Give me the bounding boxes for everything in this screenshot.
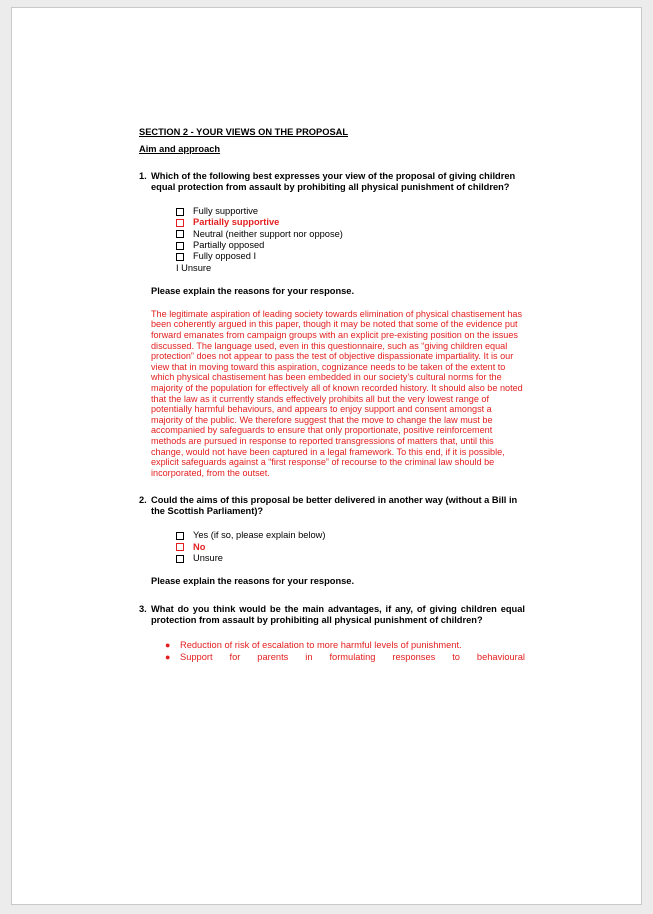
question-text: Which of the following best expresses your view of the proposal of giving children equal protection from assault by prohibiting all physical punishment of children? xyxy=(151,171,516,192)
bullet-text: Support for parents in formulating responses to behavioural xyxy=(180,651,525,662)
option-label: Unsure xyxy=(193,553,223,564)
option-neutral[interactable] xyxy=(176,229,525,240)
list-item xyxy=(165,652,525,664)
option-label: Partially opposed xyxy=(193,240,265,251)
document-page xyxy=(11,7,642,905)
option-label: Fully supportive xyxy=(193,206,259,217)
checkbox-icon[interactable] xyxy=(176,242,184,250)
checkbox-icon[interactable] xyxy=(176,543,184,551)
question-3 xyxy=(139,604,525,626)
list-item xyxy=(165,640,525,652)
bullet-icon: ● xyxy=(165,651,171,662)
checkbox-icon[interactable] xyxy=(176,230,184,238)
checkbox-icon[interactable] xyxy=(176,532,184,540)
checkbox-icon[interactable] xyxy=(176,253,184,261)
option-label: Partially supportive xyxy=(193,217,280,228)
option-label: No xyxy=(193,541,206,552)
question-1 xyxy=(139,171,525,193)
option-partially-supportive[interactable] xyxy=(176,217,525,228)
explain-prompt: Please explain the reasons for your response. xyxy=(151,285,355,296)
checkbox-icon[interactable] xyxy=(176,208,184,216)
bullet-icon: ● xyxy=(165,640,171,651)
checkbox-icon[interactable] xyxy=(176,219,184,227)
option-label: Fully opposed I xyxy=(193,251,257,262)
question-number: 3. xyxy=(139,604,147,615)
question-number: 2. xyxy=(139,495,147,506)
checkbox-icon[interactable] xyxy=(176,555,184,563)
q1-options xyxy=(176,206,525,274)
question-text: Could the aims of this proposal be better delivered in another way (without a Bill in the Scottish Parliament)? xyxy=(151,495,518,517)
option-fully-supportive[interactable] xyxy=(176,206,525,217)
option-partially-opposed[interactable] xyxy=(176,240,525,251)
answer-text: The legitimate aspiration of leading society towards elimination of physical chastisement has been coherently argued in this paper, though it may be noted that some of the evidence put forward emanates from campaign groups with an explicit pre-existing position on the issues discussed. The language used, even in this questionnaire, such as “giving children equal protection” does not appear to pass the test of objective dispassionate impartiality. It is our view that in moving toward this aspiration, cognizance needs to be taken of the extent to which physical chastisement has been embedded in our society’s cultural norms for the majority of the population for effectively all of known recorded history. It should also be noted that the law as it currently stands effectively prohibits all but the very lowest range of potentially harmful behaviours, and appears to enjoy support and consent amongst a majority of the public. We therefore suggest that the move to change the law must be accompanied by safeguards to ensure that only proportionate, positive reinforcement methods are pursued in response to reported transgressions of matters that, until this change, would not have been captured in a legal framework. To this end, if it is possible, explicit safeguards against a “first response” of recourse to the criminal law should be incorporated, from the outset. xyxy=(151,308,523,478)
option-unsure[interactable] xyxy=(176,262,525,273)
question-2 xyxy=(139,495,525,517)
option-yes[interactable] xyxy=(176,530,525,541)
q2-options xyxy=(176,530,525,564)
q3-bullets xyxy=(165,640,525,663)
option-label: Neutral (neither support nor oppose) xyxy=(193,228,343,239)
option-no[interactable] xyxy=(176,542,525,553)
question-text: What do you think would be the main advantages, if any, of giving children equal protection from assault by prohibiting all physical punishment of children? xyxy=(151,604,525,626)
option-label: Yes (if so, please explain below) xyxy=(193,530,326,541)
document-content xyxy=(139,127,525,663)
explain-prompt: Please explain the reasons for your response. xyxy=(151,576,355,587)
question-number: 1. xyxy=(139,171,147,181)
section-title: SECTION 2 - YOUR VIEWS ON THE PROPOSAL xyxy=(139,127,349,137)
bullet-text: Reduction of risk of escalation to more harmful levels of punishment. xyxy=(180,640,462,651)
option-unsure[interactable] xyxy=(176,553,525,564)
subheading: Aim and approach xyxy=(139,144,221,154)
option-fully-opposed[interactable] xyxy=(176,251,525,262)
option-label: I Unsure xyxy=(176,262,212,273)
